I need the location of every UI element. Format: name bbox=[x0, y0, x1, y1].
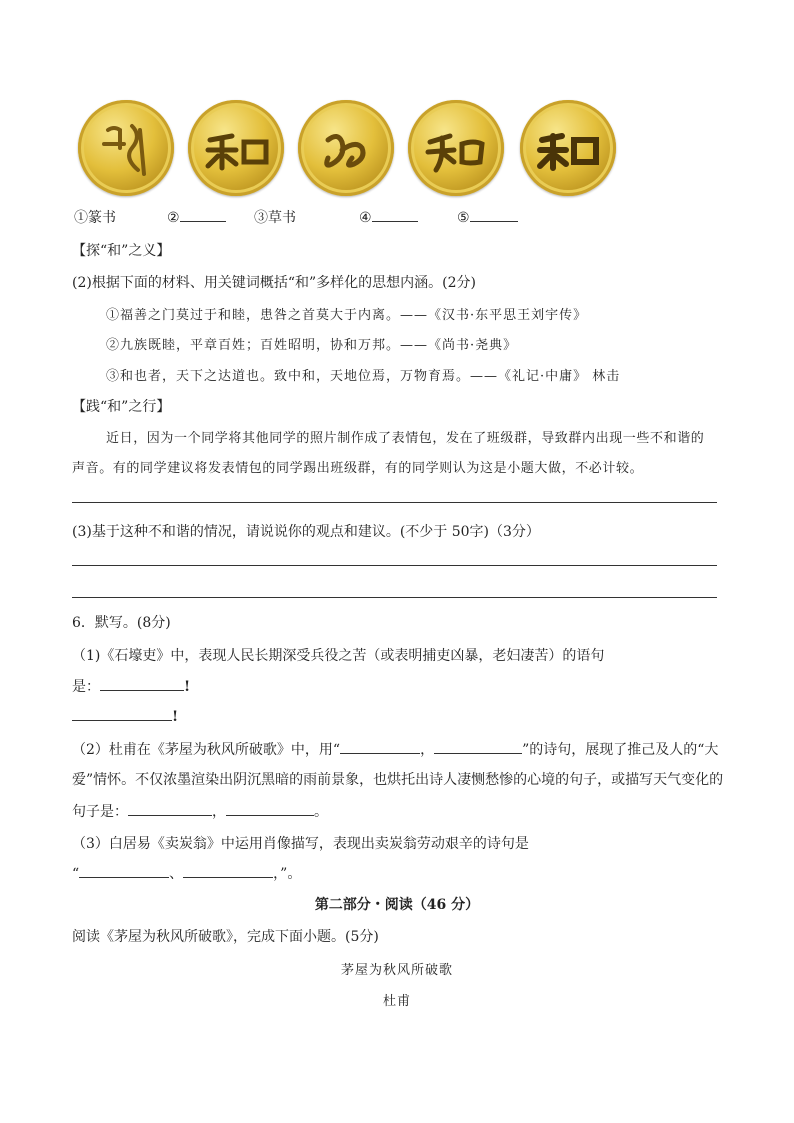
part-2-heading: 第二部分・阅读（46 分） bbox=[314, 897, 480, 913]
quote-3: ③和也者，天下之达道也。致中和，天地位焉，万物育焉。——《礼记·中庸》 林击 bbox=[106, 369, 621, 384]
coin-seal-script-image bbox=[78, 100, 174, 196]
blank-6-3-a[interactable] bbox=[79, 863, 169, 878]
blank-6-2-a[interactable] bbox=[340, 739, 420, 754]
coin-label-2: ② bbox=[167, 207, 226, 226]
question-6-1-answer-a: 是： ! bbox=[72, 676, 190, 696]
answer-line-2[interactable] bbox=[72, 565, 717, 566]
blank-6-2-c[interactable] bbox=[128, 801, 212, 816]
question-6-1-prompt: （1)《石壕吏》中，表现人民长期深受兵役之苦（或表明捕吏凶暴，老妇凄苦）的语句 bbox=[72, 648, 605, 664]
section-header-practice: 【践“和”之行】 bbox=[72, 399, 171, 415]
coin-blank-5[interactable] bbox=[470, 207, 518, 222]
coin-label-5: ⑤ bbox=[457, 207, 518, 226]
story-line-2: 声音。有的同学建议将发表情包的同学踢出班级群，有的同学则认为这是小题大做，不必计较。 bbox=[72, 461, 644, 476]
reading-intro: 阅读《茅屋为秋风所破歌》，完成下面小题。(5分) bbox=[72, 929, 379, 945]
poem-author: 杜甫 bbox=[382, 994, 411, 1009]
coin-blank-4[interactable] bbox=[372, 207, 418, 222]
question-2: (2)根据下面的材料、用关键词概括“和”多样化的思想内涵。(2分) bbox=[72, 275, 476, 291]
blank-6-2-d[interactable] bbox=[226, 801, 314, 816]
question-6-2-line-3: 句子是： ， 。 bbox=[72, 801, 328, 821]
section-header-meaning: 【探“和”之义】 bbox=[72, 243, 171, 259]
blank-6-3-b[interactable] bbox=[183, 863, 273, 878]
poem-title: 茅屋为秋风所破歌 bbox=[340, 963, 453, 978]
question-6-1-answer-b: ! bbox=[72, 706, 178, 725]
coin-blank-2[interactable] bbox=[180, 207, 226, 222]
question-6-3-line-2: “ 、 ，”。 bbox=[72, 863, 301, 883]
coin-regular-script-image bbox=[520, 100, 616, 196]
coin-label-1: ①篆书 bbox=[74, 210, 116, 226]
coin-label-3: ③草书 bbox=[254, 210, 296, 226]
blank-6-1-b[interactable] bbox=[72, 706, 172, 721]
coin-label-4: ④ bbox=[359, 207, 418, 226]
blank-6-1-a[interactable] bbox=[100, 676, 184, 691]
question-6: 6．默写。(8分) bbox=[72, 615, 171, 631]
coin-running-script-image bbox=[408, 100, 504, 196]
coin-cursive-script-image bbox=[298, 100, 394, 196]
quote-2: ②九族既睦，平章百姓；百姓昭明，协和万邦。——《尚书·尧典》 bbox=[106, 338, 518, 353]
coin-clerical-script-image bbox=[188, 100, 284, 196]
quote-1: ①福善之门莫过于和睦，患咎之首莫大于内离。——《汉书·东平思王刘宇传》 bbox=[106, 308, 588, 323]
question-3: (3)基于这种不和谐的情况，请说说你的观点和建议。(不少于 50字)（3分） bbox=[72, 524, 540, 540]
answer-line-1[interactable] bbox=[72, 502, 717, 503]
blank-6-2-b[interactable] bbox=[434, 739, 522, 754]
question-6-2-line-2: 爱”情怀。不仅浓墨渲染出阴沉黑暗的雨前景象，也烘托出诗人凄恻愁惨的心境的句子，或描写天气变化的 bbox=[72, 772, 724, 788]
story-line-1: 近日，因为一个同学将其他同学的照片制作成了表情包，发在了班级群，导致群内出现一些不和谐的 bbox=[106, 431, 705, 446]
question-6-3-line-1: （3）白居易《卖炭翁》中运用肖像描写，表现出卖炭翁劳动艰辛的诗句是 bbox=[72, 836, 529, 852]
answer-line-3[interactable] bbox=[72, 597, 717, 598]
question-6-2-line-1: （2）杜甫在《茅屋为秋风所破歌》中，用“ ， ”的诗句，展现了推己及人的“大 bbox=[72, 739, 718, 759]
